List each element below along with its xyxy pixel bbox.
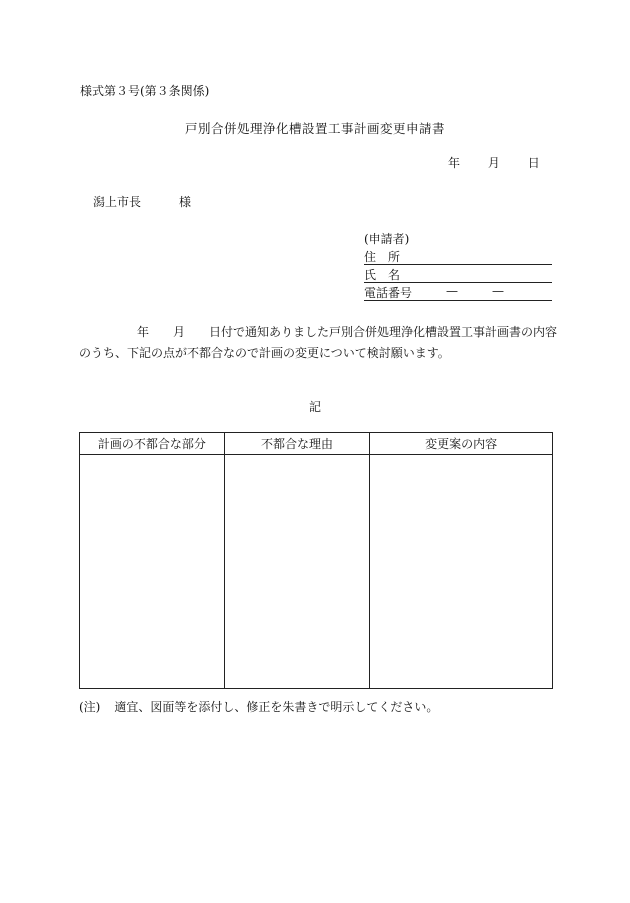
address-label: 住 所	[364, 250, 401, 264]
note-text: 適宜、図面等を添付し、修正を朱書きで明示してください。	[114, 700, 439, 714]
change-plan-table	[79, 432, 553, 689]
addressee-honorific: 様	[179, 195, 192, 209]
date-day-label: 日	[527, 156, 540, 170]
body-line-2: のうち、下記の点が不都合なので計画の変更について検討願います。	[79, 346, 450, 360]
date-month-label: 月	[487, 156, 500, 170]
phone-field[interactable]	[364, 284, 552, 301]
request-body	[79, 322, 559, 364]
problem-part-cell[interactable]	[80, 455, 225, 689]
phone-separator: —	[492, 284, 504, 298]
column-header: 不都合な理由	[224, 433, 370, 455]
date-year-label: 年	[448, 156, 461, 170]
note-label: (注)	[79, 700, 101, 714]
form-number: 様式第３号(第３条関係)	[80, 84, 210, 98]
address-field[interactable]	[364, 248, 552, 265]
name-label: 氏 名	[364, 268, 401, 282]
change-proposal-cell[interactable]	[370, 455, 553, 689]
problem-reason-cell[interactable]	[224, 455, 370, 689]
applicant-label: (申請者)	[364, 232, 410, 246]
body-line-1: 年 月 日付で通知ありました戸別合併処理浄化槽設置工事計画書の内容	[137, 325, 558, 339]
note	[79, 698, 438, 715]
document-title: 戸別合併処理浄化槽設置工事計画変更申請書	[184, 121, 445, 136]
phone-label: 電話番号	[364, 286, 413, 300]
addressee	[93, 193, 191, 210]
addressee-name: 潟上市長	[93, 195, 142, 209]
date-line	[448, 154, 540, 171]
ki-heading: 記	[308, 400, 321, 414]
column-header: 計画の不都合な部分	[80, 433, 225, 455]
phone-separator: —	[446, 284, 458, 298]
column-header: 変更案の内容	[370, 433, 553, 455]
name-field[interactable]	[364, 266, 552, 283]
